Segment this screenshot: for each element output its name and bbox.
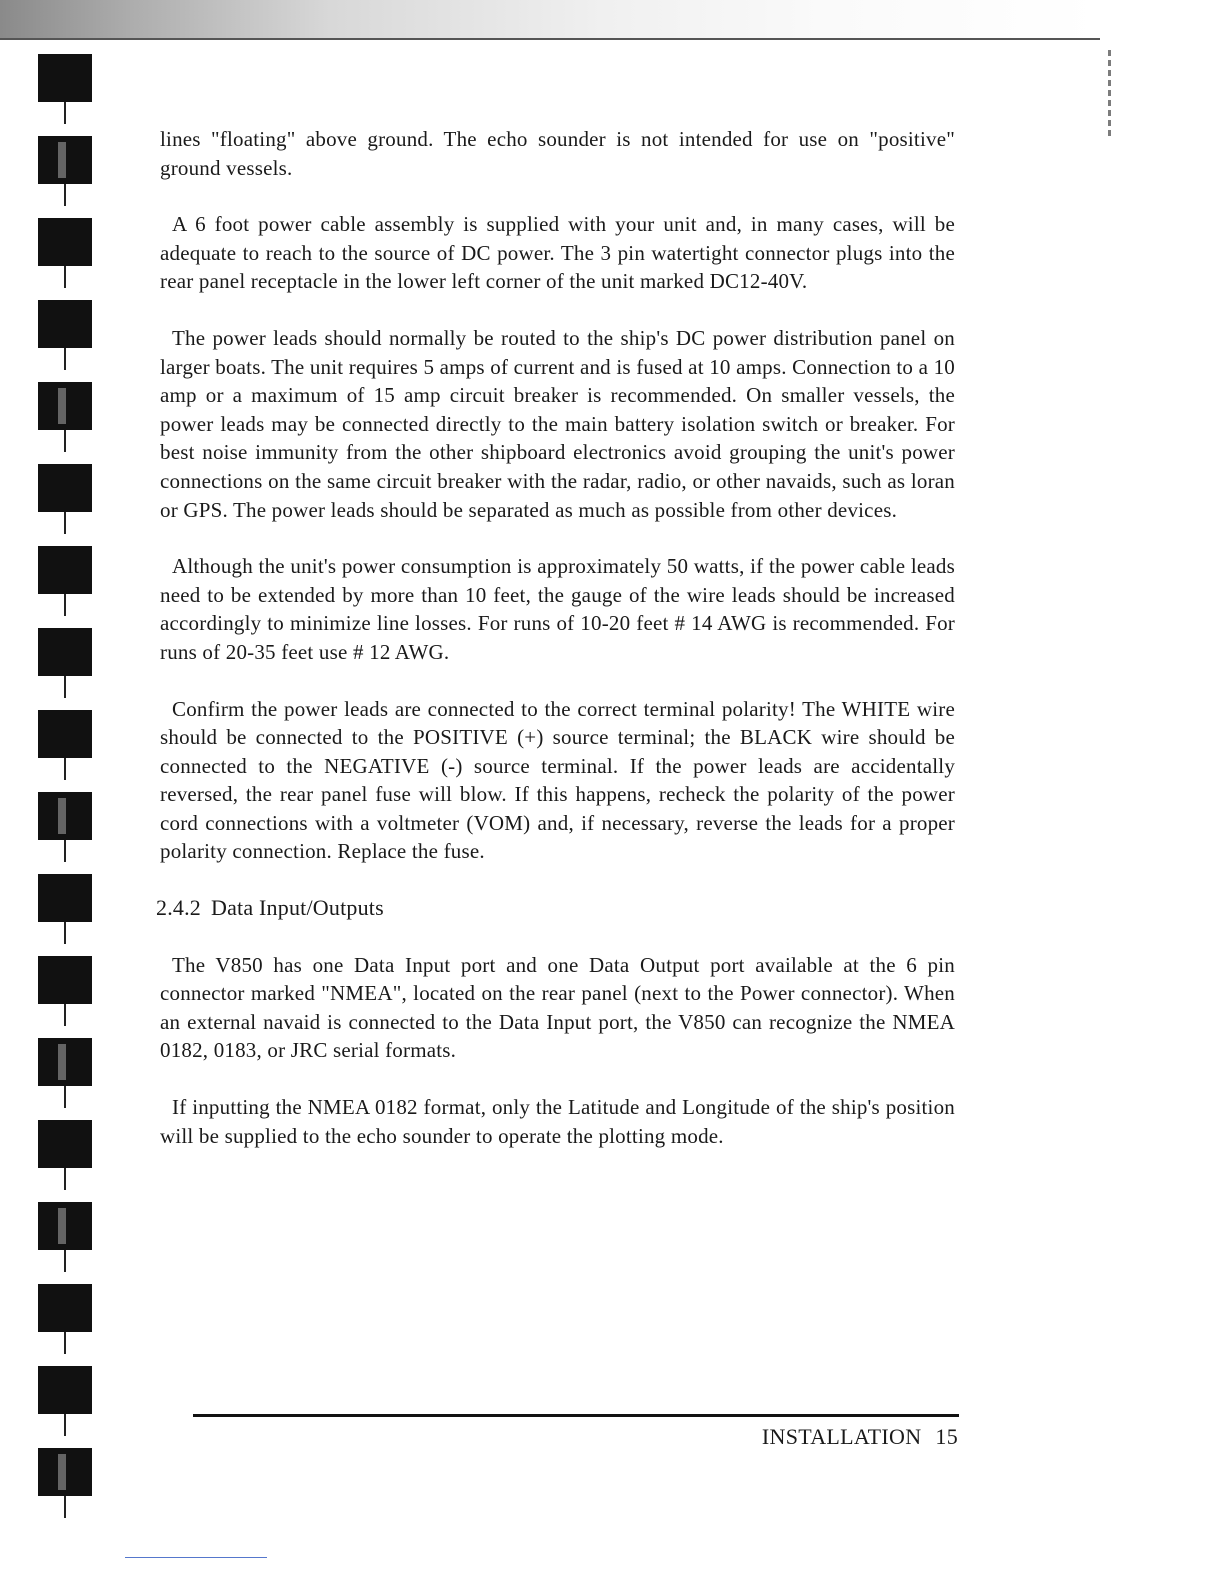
- polarity-text: (+) source terminal; the: [517, 725, 731, 750]
- paragraph-power-leads-routing: The power leads should normally be routed to the ship's DC power distribution panel on larger boats. The unit requires 5 amps of current and is fused at 10 amps. Connection to a 10 amp or a maximum of 15 amp circuit breaker is recommended. On smaller vessels, the power leads may be connected directly to the main battery isolation switch or breaker. For best noise immunity from the other shipboard electronics avoid grouping the unit's power connections on the same circuit breaker with the radar, radio, or other navaids, such as loran or GPS. The power leads should be separated as much as possible from other devices.: [160, 325, 955, 522]
- binding-hole: [30, 1034, 100, 1092]
- binding-hole: [30, 1116, 100, 1174]
- binding-hole: [30, 378, 100, 436]
- section-title: Data Input/Outputs: [211, 895, 384, 921]
- positive-label: POSITIVE: [413, 725, 508, 750]
- binding-hole: [30, 870, 100, 928]
- scan-artifact-bottom: [125, 1557, 267, 1558]
- binding-hole: [30, 296, 100, 354]
- binding-hole: [30, 1444, 100, 1502]
- paragraph-power-cable: A 6 foot power cable assembly is supplied with your unit and, in many cases, will be adequate to reach to the source of DC power. The 3 pin watertight connector plugs into the rear panel receptacle in the lower left corner of the unit marked DC12-40V.: [160, 212, 955, 294]
- binding-hole: [30, 132, 100, 190]
- white-wire-label: WHITE: [841, 696, 911, 721]
- spiral-binding: [30, 50, 110, 1520]
- negative-label: NEGATIVE: [324, 753, 430, 778]
- black-wire-label: BLACK: [739, 725, 813, 750]
- paragraph-floating-ground: lines "floating" above ground. The echo sounder is not intended for use on "positive" ground vessels.: [160, 127, 955, 180]
- scan-edge-line: [0, 38, 1100, 40]
- page-body: [156, 125, 956, 1178]
- binding-hole: [30, 788, 100, 846]
- paragraph-data-ports: The V850 has one Data Input port and one Data Output port available at the 6 pin connector marked "NMEA", located on the rear panel (next to the Power connector). When an external navaid is connected to the Data Input port, the V850 can recognize the NMEA 0182, 0183, or JRC serial formats.: [160, 952, 955, 1063]
- paragraph-nmea-0182: If inputting the NMEA 0182 format, only the Latitude and Longitude of the ship's position will be supplied to the echo sounder to operate the plotting mode.: [160, 1095, 955, 1148]
- binding-hole: [30, 50, 100, 108]
- binding-hole: [30, 214, 100, 272]
- scan-artifact-right: [1108, 50, 1111, 140]
- paragraph-power-consumption: Although the unit's power consumption is approximately 50 watts, if the power cable leads need to be extended by more than 10 feet, the gauge of the wire leads should be increased accordingly to minimize line losses. For runs of 10-20 feet # 14 AWG is recommended. For runs of 20-35 feet use # 12 AWG.: [160, 554, 955, 664]
- binding-hole: [30, 1198, 100, 1256]
- binding-hole: [30, 1362, 100, 1420]
- binding-hole: [30, 460, 100, 518]
- scan-artifact-top: [0, 0, 1100, 40]
- binding-hole: [30, 1280, 100, 1338]
- polarity-text: wire should be connected to the: [160, 725, 956, 778]
- page-number: 15: [935, 1424, 958, 1449]
- page-footer: [600, 1424, 958, 1450]
- polarity-text: (-) source terminal. If the power leads are accidentally reversed, the rear panel fuse will blow. If this happens, recheck the polarity of the power cord connections with a voltmeter (VOM) and, if necessary, reverse the leads for a proper polarity connection. Replace the fuse.: [160, 753, 956, 864]
- polarity-text: wire should be connected to the: [160, 696, 955, 750]
- section-number: 2.4.2: [156, 895, 201, 921]
- binding-hole: [30, 624, 100, 682]
- paragraph-polarity: [160, 695, 955, 867]
- polarity-text: Confirm the power leads are connected to the correct terminal polarity! The: [172, 696, 836, 721]
- binding-hole: [30, 952, 100, 1010]
- footer-rule: [193, 1414, 959, 1417]
- footer-label: INSTALLATION: [761, 1424, 922, 1449]
- binding-hole: [30, 542, 100, 600]
- binding-hole: [30, 706, 100, 764]
- section-heading: [156, 894, 955, 923]
